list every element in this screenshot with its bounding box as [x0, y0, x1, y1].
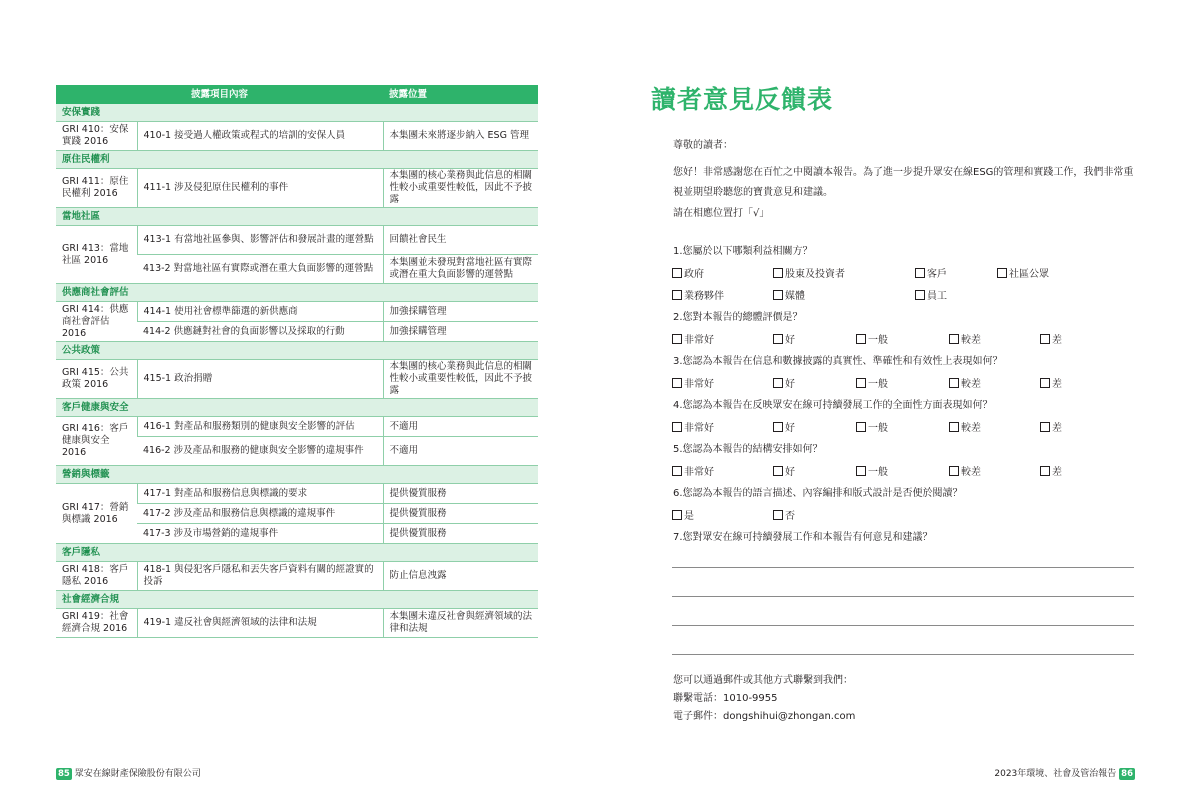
- rating-very-good[interactable]: [672, 334, 714, 347]
- checkbox[interactable]: [773, 290, 783, 300]
- disclosure-item: 411-1 涉及侵犯原住民權利的事件: [137, 169, 383, 208]
- option-label: 否: [785, 511, 795, 522]
- checkbox[interactable]: [856, 422, 866, 432]
- disclosure-position: 本集團的核心業務與此信息的相關性較小或重要性較低，因此不予披露: [383, 360, 538, 399]
- header-content: 披露項目內容: [56, 85, 383, 104]
- table-row: [56, 484, 538, 504]
- checkbox[interactable]: [1040, 334, 1050, 344]
- gri-standard: GRI 410：安保實踐 2016: [56, 122, 137, 151]
- option-label: 較差: [961, 467, 981, 478]
- option-employees[interactable]: [915, 290, 947, 303]
- rating-very-good[interactable]: [672, 378, 714, 391]
- option-label: 非常好: [684, 467, 714, 478]
- disclosure-item: 410-1 接受過人權政策或程式的培訓的安保人員: [137, 122, 383, 151]
- option-label: 較差: [961, 335, 981, 346]
- checkbox[interactable]: [856, 466, 866, 476]
- table-row: [56, 417, 538, 437]
- checkbox[interactable]: [856, 378, 866, 388]
- rating-poor[interactable]: [949, 378, 981, 391]
- checkbox[interactable]: [672, 422, 682, 432]
- checkbox[interactable]: [773, 510, 783, 520]
- rating-average[interactable]: [856, 334, 888, 347]
- table-row: [56, 562, 538, 591]
- rating-average[interactable]: [856, 466, 888, 479]
- header-position: 披露位置: [383, 85, 538, 104]
- disclosure-item: 414-1 使用社會標準篩選的新供應商: [137, 302, 383, 322]
- checkbox[interactable]: [1040, 466, 1050, 476]
- report-title: 2023年環境、社會及管治報告: [994, 769, 1117, 779]
- table-row: [56, 360, 538, 399]
- option-customers[interactable]: [915, 268, 947, 281]
- disclosure-position: 提供優質服務: [383, 524, 538, 544]
- disclosure-item: 415-1 政治捐贈: [137, 360, 383, 399]
- left-page: [0, 0, 595, 808]
- gri-index-table: [56, 85, 538, 638]
- rating-poor[interactable]: [949, 466, 981, 479]
- intro-paragraph: 您好！非常感謝您在百忙之中閱讀本報告。為了進一步提升眾安在線ESG的管理和實踐工作，我們非常重視並期望聆聽您的寶貴意見和建議。: [673, 167, 1134, 198]
- table-row: [56, 226, 538, 255]
- disclosure-item: 416-1 對產品和服務類別的健康與安全影響的評估: [137, 417, 383, 437]
- checkbox[interactable]: [949, 334, 959, 344]
- disclosure-position: 加強採購管理: [383, 302, 538, 322]
- gri-standard: GRI 414：供應商社會評估 2016: [56, 302, 137, 342]
- section-label: 營銷與標籤: [56, 466, 538, 484]
- rating-poor[interactable]: [949, 334, 981, 347]
- section-row: [56, 544, 538, 562]
- section-row: [56, 342, 538, 360]
- option-label: 非常好: [684, 335, 714, 346]
- option-label: 差: [1052, 423, 1062, 434]
- table-row: [56, 122, 538, 151]
- disclosure-position: 不適用: [383, 437, 538, 466]
- disclosure-position: 提供優質服務: [383, 504, 538, 524]
- question-1: 1.您屬於以下哪類利益相關方？: [673, 246, 813, 257]
- checkbox[interactable]: [949, 422, 959, 432]
- gri-standard: GRI 415：公共政策 2016: [56, 360, 137, 399]
- checkbox[interactable]: [672, 268, 682, 278]
- checkbox[interactable]: [949, 466, 959, 476]
- disclosure-item: 413-1 有當地社區參與、影響評估和發展計畫的運營點: [137, 226, 383, 255]
- section-row: [56, 591, 538, 609]
- rating-average[interactable]: [856, 378, 888, 391]
- page-number-right: 86: [1121, 769, 1133, 779]
- answer-line[interactable]: [672, 625, 1134, 626]
- instruction: 請在相應位置打「√」: [673, 208, 770, 219]
- section-row: [56, 208, 538, 226]
- company-name: 眾安在線財產保險股份有限公司: [74, 769, 201, 779]
- question-4: 4.您認為本報告在反映眾安在線可持續發展工作的全面性方面表現如何？: [673, 400, 993, 411]
- checkbox[interactable]: [949, 378, 959, 388]
- option-label: 好: [785, 379, 795, 390]
- rating-bad[interactable]: [1040, 466, 1062, 479]
- checkbox[interactable]: [773, 466, 783, 476]
- option-government[interactable]: [672, 268, 704, 281]
- gri-standard: GRI 416：客戶健康與安全 2016: [56, 417, 137, 466]
- question-7: 7.您對眾安在線可持續發展工作和本報告有何意見和建議？: [673, 532, 933, 543]
- option-shareholders[interactable]: [773, 268, 845, 281]
- section-row: [56, 466, 538, 484]
- contact-intro: 您可以通過郵件或其他方式聯繫到我們：: [673, 675, 853, 686]
- table-row: [56, 302, 538, 322]
- rating-good[interactable]: [773, 334, 795, 347]
- option-yes[interactable]: [672, 510, 694, 523]
- gri-standard: GRI 419：社會經濟合規 2016: [56, 609, 137, 638]
- rating-good[interactable]: [773, 466, 795, 479]
- disclosure-position: 本集團的核心業務與此信息的相關性較小或重要性較低，因此不予披露: [383, 169, 538, 208]
- left-footer: [56, 768, 201, 780]
- option-label: 一般: [868, 423, 888, 434]
- option-label: 媒體: [785, 291, 805, 302]
- contact-phone: 聯繫電話：1010-9955: [673, 693, 778, 704]
- disclosure-position: 本集團未違反社會與經濟領域的法律和法規: [383, 609, 538, 638]
- option-label: 非常好: [684, 379, 714, 390]
- section-label: 安保實踐: [56, 104, 538, 122]
- checkbox[interactable]: [915, 268, 925, 278]
- option-label: 股東及投資者: [785, 269, 845, 280]
- option-label: 一般: [868, 467, 888, 478]
- disclosure-position: 本集團未來將逐步納入 ESG 管理: [383, 122, 538, 151]
- rating-average[interactable]: [856, 422, 888, 435]
- gri-standard: GRI 417：營銷與標識 2016: [56, 484, 137, 544]
- rating-bad[interactable]: [1040, 422, 1062, 435]
- option-label: 是: [684, 511, 694, 522]
- greeting: 尊敬的讀者：: [673, 140, 733, 151]
- option-label: 好: [785, 335, 795, 346]
- checkbox[interactable]: [1040, 422, 1050, 432]
- rating-very-good[interactable]: [672, 466, 714, 479]
- checkbox[interactable]: [672, 334, 682, 344]
- section-row: [56, 151, 538, 169]
- option-label: 差: [1052, 379, 1062, 390]
- table-row: [56, 169, 538, 208]
- option-label: 差: [1052, 467, 1062, 478]
- checkbox[interactable]: [773, 334, 783, 344]
- checkbox[interactable]: [1040, 378, 1050, 388]
- right-footer: [994, 768, 1135, 780]
- table-row: [56, 609, 538, 638]
- disclosure-position: 加強採購管理: [383, 322, 538, 342]
- option-label: 好: [785, 467, 795, 478]
- right-page: [596, 0, 1191, 808]
- checkbox[interactable]: [856, 334, 866, 344]
- option-community[interactable]: [997, 268, 1049, 281]
- disclosure-item: 419-1 違反社會與經濟領域的法律和法規: [137, 609, 383, 638]
- disclosure-item: 416-2 涉及產品和服務的健康與安全影響的違規事件: [137, 437, 383, 466]
- option-label: 社區公眾: [1009, 269, 1049, 280]
- section-label: 客戶隱私: [56, 544, 538, 562]
- section-label: 客戶健康與安全: [56, 399, 538, 417]
- disclosure-position: 回饋社會民生: [383, 226, 538, 255]
- option-label: 較差: [961, 379, 981, 390]
- rating-poor[interactable]: [949, 422, 981, 435]
- rating-very-good[interactable]: [672, 422, 714, 435]
- question-6: 6.您認為本報告的語言描述、內容編排和版式設計是否便於閱讀？: [673, 488, 963, 499]
- option-label: 非常好: [684, 423, 714, 434]
- option-label: 好: [785, 423, 795, 434]
- disclosure-position: 提供優質服務: [383, 484, 538, 504]
- section-label: 社會經濟合規: [56, 591, 538, 609]
- gri-standard: GRI 411：原住民權利 2016: [56, 169, 137, 208]
- section-label: 供應商社會評估: [56, 284, 538, 302]
- contact-email[interactable]: 電子郵件：dongshihui@zhongan.com: [673, 711, 856, 722]
- table-header: [56, 85, 538, 104]
- answer-line[interactable]: [672, 596, 1134, 597]
- section-row: [56, 399, 538, 417]
- option-label: 一般: [868, 335, 888, 346]
- checkbox[interactable]: [773, 378, 783, 388]
- disclosure-position: 不適用: [383, 417, 538, 437]
- checkbox[interactable]: [672, 290, 682, 300]
- section-label: 原住民權利: [56, 151, 538, 169]
- answer-line[interactable]: [672, 567, 1134, 568]
- checkbox[interactable]: [915, 290, 925, 300]
- rating-good[interactable]: [773, 378, 795, 391]
- rating-bad[interactable]: [1040, 334, 1062, 347]
- answer-line[interactable]: [672, 654, 1134, 655]
- rating-good[interactable]: [773, 422, 795, 435]
- checkbox[interactable]: [773, 268, 783, 278]
- option-label: 較差: [961, 423, 981, 434]
- gri-standard: GRI 418：客戶隱私 2016: [56, 562, 137, 591]
- option-label: 客戶: [927, 269, 947, 280]
- checkbox[interactable]: [672, 466, 682, 476]
- question-5: 5.您認為本報告的結構安排如何？: [673, 444, 823, 455]
- option-label: 政府: [684, 269, 704, 280]
- rating-bad[interactable]: [1040, 378, 1062, 391]
- checkbox[interactable]: [672, 378, 682, 388]
- page-number-left: 85: [58, 769, 70, 779]
- disclosure-item: 417-2 涉及產品和服務信息與標識的違規事件: [137, 504, 383, 524]
- option-media[interactable]: [773, 290, 805, 303]
- checkbox[interactable]: [773, 422, 783, 432]
- gri-standard: GRI 413：當地社區 2016: [56, 226, 137, 284]
- question-3: 3.您認為本報告在信息和數據披露的真實性、準確性和有效性上表現如何？: [673, 356, 1003, 367]
- disclosure-item: 417-1 對產品和服務信息與標識的要求: [137, 484, 383, 504]
- option-partners[interactable]: [672, 290, 724, 303]
- disclosure-item: 414-2 供應鏈對社會的負面影響以及採取的行動: [137, 322, 383, 342]
- option-label: 業務夥伴: [684, 291, 724, 302]
- option-label: 差: [1052, 335, 1062, 346]
- option-label: 一般: [868, 379, 888, 390]
- checkbox[interactable]: [997, 268, 1007, 278]
- checkbox[interactable]: [672, 510, 682, 520]
- disclosure-item: 413-2 對當地社區有實際或潛在重大負面影響的運營點: [137, 255, 383, 284]
- option-no[interactable]: [773, 510, 795, 523]
- page-title: 讀者意見反饋表: [651, 85, 834, 114]
- section-label: 公共政策: [56, 342, 538, 360]
- option-label: 員工: [927, 291, 947, 302]
- question-2: 2.您對本報告的總體評價是？: [673, 312, 803, 323]
- disclosure-position: 防止信息洩露: [383, 562, 538, 591]
- disclosure-item: 418-1 與侵犯客戶隱私和丟失客戶資料有關的經證實的投訴: [137, 562, 383, 591]
- section-row: [56, 104, 538, 122]
- section-label: 當地社區: [56, 208, 538, 226]
- section-row: [56, 284, 538, 302]
- disclosure-item: 417-3 涉及市場營銷的違規事件: [137, 524, 383, 544]
- disclosure-position: 本集團並未發現對當地社區有實際或潛在重大負面影響的運營點: [383, 255, 538, 284]
